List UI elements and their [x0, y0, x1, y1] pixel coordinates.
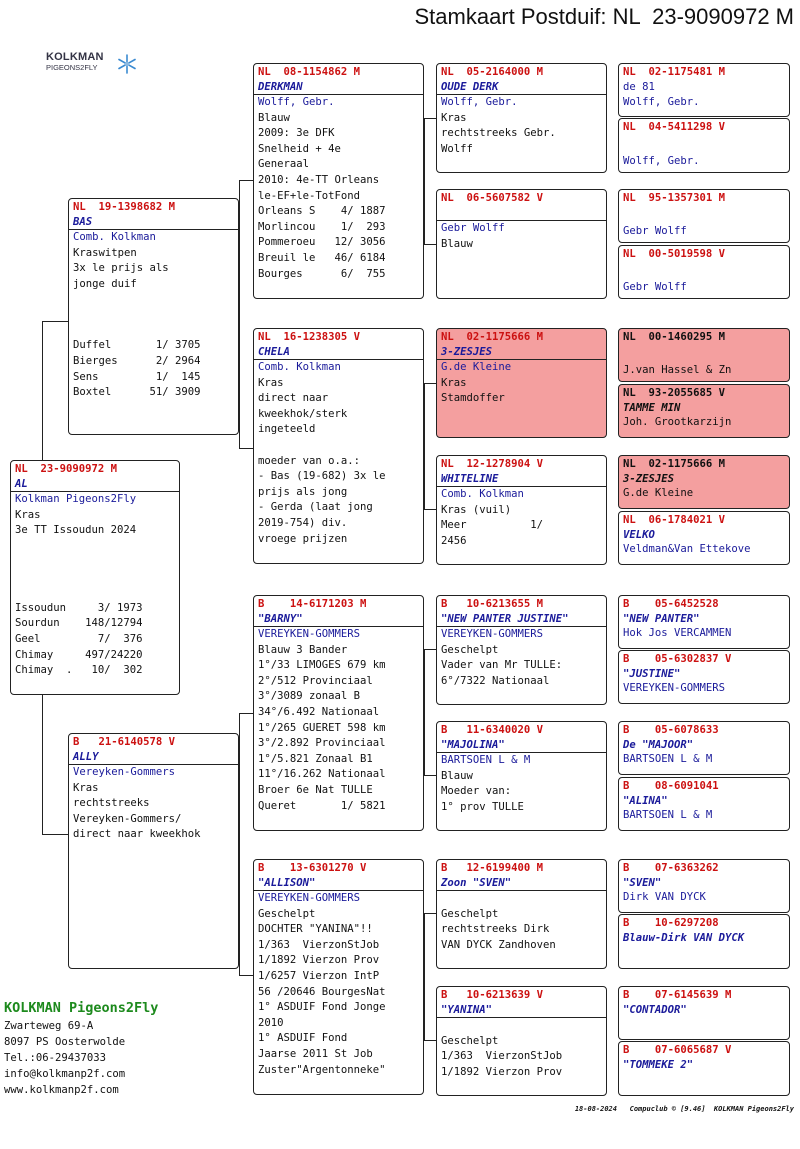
owner: Kolkman Pigeons2Fly: [15, 493, 137, 505]
info-line: Moeder van:: [441, 785, 512, 798]
info-line: Blauw: [258, 111, 290, 124]
owner: G.de Kleine: [623, 487, 694, 499]
info-line: rechtstreeks Gebr.: [441, 127, 556, 140]
connector-line: [424, 913, 436, 914]
owner: Wolff, Gebr.: [258, 96, 335, 108]
owner: BARTSOEN L & M: [623, 753, 713, 765]
pedigree-card-g3[interactable]: [618, 189, 790, 243]
info-line: Geschelpt: [258, 907, 316, 920]
info-line: prijs als jong: [258, 485, 348, 498]
info-line: 2°/512 Provinciaal: [258, 674, 373, 687]
pedigree-card-g13[interactable]: [618, 859, 790, 913]
ring-number: B 08-6091041: [623, 780, 719, 792]
info-line: 1°/33 LIMOGES 679 km: [258, 659, 386, 672]
info-line: 2456: [441, 534, 467, 547]
info-line: 1/1892 Vierzon Prov: [441, 1065, 563, 1078]
pigeon-name: [619, 206, 789, 224]
owner: Gebr Wolff: [623, 225, 687, 237]
info-line: Breuil le 46/ 6184: [258, 251, 386, 264]
ring-number: NL 08-1154862 M: [258, 66, 361, 78]
pedigree-card-fmf[interactable]: [436, 328, 607, 438]
pedigree-card-ff[interactable]: [253, 63, 424, 299]
pigeon-name: "ALLISON": [258, 877, 316, 889]
owner: VEREYKEN-GOMMERS: [623, 682, 726, 694]
ring-number: B 21-6140578 V: [73, 736, 176, 748]
ring-number: NL 06-1784021 V: [623, 514, 726, 526]
ring-number: B 14-6171203 M: [258, 598, 367, 610]
pedigree-card-g11[interactable]: [618, 721, 790, 775]
pedigree-card-g14[interactable]: [618, 914, 790, 969]
pedigree-card-g5[interactable]: [618, 328, 790, 382]
spacer: [11, 539, 179, 601]
pedigree-card-g6[interactable]: [618, 384, 790, 438]
pigeon-name: AL: [15, 478, 28, 490]
info-line: 11°/16.262 Nationaal: [258, 768, 386, 781]
ring-number: B 11-6340020 V: [441, 724, 544, 736]
owner: Joh. Grootkarzijn: [623, 416, 732, 428]
ring-number: B 10-6297208: [623, 917, 719, 929]
pedigree-card-g10[interactable]: [618, 650, 790, 704]
info-line: 1/6257 Vierzon IntP: [258, 969, 380, 982]
connector-line: [239, 713, 240, 975]
ring-number: NL 16-1238305 V: [258, 331, 361, 343]
owner: G.de Kleine: [441, 361, 512, 373]
ring-number: NL 02-1175666 M: [441, 331, 544, 343]
result-line: Geel 7/ 376: [15, 632, 143, 645]
pigeon-name: [619, 135, 789, 154]
pigeon-name: [619, 262, 789, 280]
owner: J.van Hassel & Zn: [623, 364, 732, 376]
owner: [437, 1018, 606, 1034]
info-line: Meer 1/: [441, 519, 544, 532]
info-line: Zuster"Argentonneke": [258, 1063, 386, 1076]
ring-number: NL 12-1278904 V: [441, 458, 544, 470]
info-line: [254, 438, 423, 454]
pigeon-name: De "MAJOOR": [623, 739, 694, 751]
pedigree-card-mf[interactable]: [253, 595, 424, 831]
connector-line: [424, 775, 436, 776]
pigeon-name: "JUSTINE": [623, 668, 681, 680]
pigeon-name: 3-ZESJES: [441, 346, 493, 358]
owner: Comb. Kolkman: [441, 488, 524, 500]
result-line: Issoudun 3/ 1973: [15, 601, 143, 614]
email-link[interactable]: info@kolkmanp2f.com: [4, 1068, 126, 1080]
pigeon-name: Zoon "SVEN": [441, 877, 512, 889]
pigeon-name: ALLY: [73, 751, 99, 763]
ring-number: NL 05-2164000 M: [441, 66, 544, 78]
footer-credits: 18-08-2024 Compuclub © [9.46] KOLKMAN Pigeons2Fly: [574, 1105, 794, 1113]
info-line: 6°/7322 Nationaal: [441, 674, 550, 687]
pigeon-name: de 81: [623, 81, 655, 93]
result-line: Sens 1/ 145: [73, 370, 201, 383]
info-line: - Gerda (laat jong: [258, 501, 373, 514]
ring-number: B 10-6213655 M: [441, 598, 544, 610]
owner: Wolff, Gebr.: [441, 96, 518, 108]
info-line: kweekhok/sterk: [258, 407, 348, 420]
ring-number: NL 02-1175666 M: [623, 458, 726, 470]
ring-number: B 07-6065687 V: [623, 1044, 732, 1056]
pedigree-card-root[interactable]: [10, 460, 180, 695]
info-line: Kras: [441, 376, 467, 389]
connector-line: [424, 383, 425, 509]
ring-number: NL 23-9090972 M: [15, 463, 118, 475]
info-line: Wolff: [441, 142, 473, 155]
connector-line: [424, 649, 436, 650]
owner: Comb. Kolkman: [258, 361, 341, 373]
info-line: 1° ASDUIF Fond: [258, 1032, 348, 1045]
info-line: Jaarse 2011 St Job: [258, 1047, 373, 1060]
info-line: le-EF+le-TotFond: [258, 189, 361, 202]
pedigree-card-g4[interactable]: [618, 245, 790, 299]
info-line: 3e TT Issoudun 2024: [15, 524, 137, 537]
result-line: Chimay 497/24220: [15, 648, 143, 661]
pedigree-card-ffm[interactable]: [436, 189, 607, 299]
pigeon-name: "SVEN": [623, 877, 662, 889]
pigeon-name: "YANINA": [441, 1004, 493, 1016]
pedigree-card-g2[interactable]: [618, 118, 790, 173]
pedigree-card-g8[interactable]: [618, 511, 790, 565]
info-line: 1° prov TULLE: [441, 800, 524, 813]
info-line: 1°/265 GUERET 598 km: [258, 721, 386, 734]
pigeon-name: VELKO: [623, 529, 655, 541]
ring-number: B 05-6302837 V: [623, 653, 732, 665]
pedigree-card-g1[interactable]: [618, 63, 790, 117]
connector-line: [424, 244, 436, 245]
pigeon-name: TAMME MIN: [623, 402, 681, 414]
info-line: - Bas (19-682) 3x le: [258, 470, 386, 483]
owner: Dirk VAN DYCK: [623, 891, 706, 903]
phone: Tel.:06-29437033: [4, 1052, 107, 1064]
ring-number: NL 00-5019598 V: [623, 248, 726, 260]
info-line: rechtstreeks: [73, 797, 150, 810]
connector-line: [239, 180, 253, 181]
owner: VEREYKEN-GOMMERS: [441, 628, 544, 640]
info-line: ingeteeld: [258, 423, 316, 436]
info-line: VAN DYCK Zandhoven: [441, 938, 556, 951]
pigeon-name: "TOMMEKE 2": [623, 1059, 694, 1071]
result-line: Sourdun 148/12794: [15, 617, 143, 630]
connector-line: [424, 118, 425, 244]
connector-line: [42, 321, 43, 461]
pedigree-card-fmm[interactable]: [436, 455, 607, 565]
ring-number: NL 95-1357301 M: [623, 192, 726, 204]
owner: Wolff, Gebr.: [623, 155, 700, 167]
pigeon-name: "ALINA": [623, 795, 668, 807]
connector-line: [424, 118, 436, 119]
connector-line: [424, 509, 436, 510]
info-line: Geschelpt: [441, 1034, 499, 1047]
info-line: 1/1892 Vierzon Prov: [258, 954, 380, 967]
logo: [46, 52, 146, 76]
pedigree-card-mother[interactable]: [68, 733, 239, 969]
ring-number: B 05-6452528: [623, 598, 719, 610]
info-line: Morlincou 1/ 293: [258, 220, 386, 233]
pigeon-name: DERKMAN: [258, 81, 303, 93]
pedigree-card-g9[interactable]: [618, 595, 790, 649]
owner: VEREYKEN-GOMMERS: [258, 628, 361, 640]
brand-name: KOLKMAN Pigeons2Fly: [4, 1000, 159, 1016]
pedigree-card-fm[interactable]: [253, 328, 424, 564]
page-title: Stamkaart Postduif: NL 23-9090972 M: [414, 4, 794, 29]
owner: Comb. Kolkman: [73, 231, 156, 243]
info-line: Orleans S 4/ 1887: [258, 205, 386, 218]
owner: BARTSOEN L & M: [623, 809, 713, 821]
info-line: vroege prijzen: [258, 532, 348, 545]
connector-line: [239, 180, 240, 448]
result-line: Duffel 1/ 3705: [73, 339, 201, 352]
info-line: Vader van Mr TULLE:: [441, 659, 563, 672]
info-line: DOCHTER "YANINA"!!: [258, 923, 373, 936]
contact-block: [4, 998, 158, 1098]
owner: Hok Jos VERCAMMEN: [623, 627, 732, 639]
pigeon-name: [619, 345, 789, 363]
address-line: Zwarteweg 69-A: [4, 1020, 94, 1032]
pedigree-card-father[interactable]: [68, 198, 239, 435]
owner: Wolff, Gebr.: [623, 96, 700, 108]
logo-top-text: KOLKMAN: [46, 51, 104, 63]
owner: [437, 891, 606, 907]
info-line: 3x le prijs als: [73, 262, 169, 275]
info-line: 56 /20646 BourgesNat: [258, 985, 386, 998]
pedigree-card-mmf[interactable]: [436, 859, 607, 969]
info-line: Snelheid + 4e: [258, 142, 341, 155]
pigeon-name: "NEW PANTER": [623, 613, 700, 625]
ring-number: NL 93-2055685 V: [623, 387, 726, 399]
connector-line: [239, 975, 253, 976]
website-link[interactable]: www.kolkmanp2f.com: [4, 1084, 119, 1096]
info-line: moeder van o.a.:: [258, 454, 361, 467]
snowflake-icon: [116, 53, 138, 75]
pigeon-name: "NEW PANTER JUSTINE": [441, 613, 569, 625]
ring-number: NL 19-1398682 M: [73, 201, 176, 213]
pigeon-name: "BARNY": [258, 613, 303, 625]
connector-line: [424, 383, 436, 384]
info-line: Vereyken-Gommers/: [73, 812, 182, 825]
pigeon-name: WHITELINE: [441, 473, 499, 485]
info-line: 34°/6.492 Nationaal: [258, 705, 380, 718]
connector-line: [424, 1040, 436, 1041]
pedigree-card-mm[interactable]: [253, 859, 424, 1095]
pedigree-card-g7[interactable]: [618, 455, 790, 509]
ring-number: B 12-6199400 M: [441, 862, 544, 874]
ring-number: B 13-6301270 V: [258, 862, 367, 874]
info-line: Blauw: [441, 769, 473, 782]
owner: Veldman&Van Ettekove: [623, 543, 751, 555]
info-line: Bourges 6/ 755: [258, 267, 386, 280]
info-line: direct naar kweekhok: [73, 828, 201, 841]
info-line: Kras: [15, 508, 41, 521]
pigeon-name: CHELA: [258, 346, 290, 358]
pedigree-card-fff[interactable]: [436, 63, 607, 173]
owner: Gebr Wolff: [441, 222, 505, 234]
spacer: [69, 292, 238, 338]
pedigree-card-mmm[interactable]: [436, 986, 607, 1096]
pedigree-card-g16[interactable]: [618, 1041, 790, 1096]
info-line: Generaal: [258, 158, 310, 171]
info-line: 1/363 VierzonStJob: [441, 1050, 563, 1063]
connector-line: [42, 834, 69, 835]
result-line: Chimay . 10/ 302: [15, 664, 143, 677]
info-line: 1°/5.821 Zonaal B1: [258, 752, 373, 765]
connector-line: [42, 695, 43, 834]
connector-line: [239, 713, 253, 714]
info-line: Broer 6e Nat TULLE: [258, 783, 373, 796]
owner: VEREYKEN-GOMMERS: [258, 892, 361, 904]
pedigree-card-g12[interactable]: [618, 777, 790, 831]
owner: Vereyken-Gommers: [73, 766, 176, 778]
info-line: direct naar: [258, 392, 329, 405]
info-line: Kras: [258, 376, 284, 389]
connector-line: [239, 448, 253, 449]
pigeon-name: OUDE DERK: [441, 81, 499, 93]
owner: Gebr Wolff: [623, 281, 687, 293]
ring-number: B 10-6213639 V: [441, 989, 544, 1001]
owner: BARTSOEN L & M: [441, 754, 531, 766]
ring-number: NL 00-1460295 M: [623, 331, 726, 343]
info-line: Kraswitpen: [73, 246, 137, 259]
info-line: Kras: [73, 781, 99, 794]
info-line: rechtstreeks Dirk: [441, 923, 550, 936]
ring-number: B 05-6078633: [623, 724, 719, 736]
pedigree-card-mff[interactable]: [436, 595, 607, 705]
result-line: Bierges 2/ 2964: [73, 354, 201, 367]
info-line: Stamdoffer: [441, 392, 505, 405]
info-line: Kras: [441, 111, 467, 124]
info-line: 2009: 3e DFK: [258, 127, 335, 140]
info-line: 2019-754) div.: [258, 516, 348, 529]
info-line: 3°/2.892 Provinciaal: [258, 737, 386, 750]
info-line: Geschelpt: [441, 907, 499, 920]
result-line: Boxtel 51/ 3909: [73, 386, 201, 399]
ring-number: NL 06-5607582 V: [441, 192, 544, 204]
pigeon-name: "MAJOLINA": [441, 739, 505, 751]
info-line: 2010: 4e-TT Orleans: [258, 173, 380, 186]
info-line: Geschelpt: [441, 643, 499, 656]
info-line: 1° ASDUIF Fond Jonge: [258, 1001, 386, 1014]
pedigree-card-mfm[interactable]: [436, 721, 607, 831]
pigeon-name: 3-ZESJES: [623, 473, 675, 485]
pedigree-card-g15[interactable]: [618, 986, 790, 1040]
pigeon-name: "CONTADOR": [623, 1004, 687, 1016]
info-line: Queret 1/ 5821: [258, 799, 386, 812]
ring-number: NL 02-1175481 M: [623, 66, 726, 78]
pigeon-name: [437, 206, 606, 220]
address-line: 8097 PS Oosterwolde: [4, 1036, 126, 1048]
connector-line: [42, 321, 69, 322]
info-line: 3°/3089 zonaal B: [258, 690, 361, 703]
info-line: 2010: [258, 1016, 284, 1029]
info-line: 1/363 VierzonStJob: [258, 938, 380, 951]
info-line: Blauw 3 Bander: [258, 643, 348, 656]
info-line: Blauw: [441, 237, 473, 250]
connector-line: [424, 913, 425, 1040]
ring-number: B 07-6145639 M: [623, 989, 732, 1001]
info-line: Kras (vuil): [441, 503, 512, 516]
ring-number: B 07-6363262: [623, 862, 719, 874]
logo-bottom-text: PIGEONS2FLY: [46, 63, 98, 72]
info-line: jonge duif: [73, 277, 137, 290]
info-line: Pommeroeu 12/ 3056: [258, 236, 386, 249]
connector-line: [424, 649, 425, 775]
pigeon-name: BAS: [73, 216, 93, 228]
ring-number: NL 04-5411298 V: [623, 121, 726, 133]
pigeon-name: Blauw-Dirk VAN DYCK: [623, 932, 745, 944]
